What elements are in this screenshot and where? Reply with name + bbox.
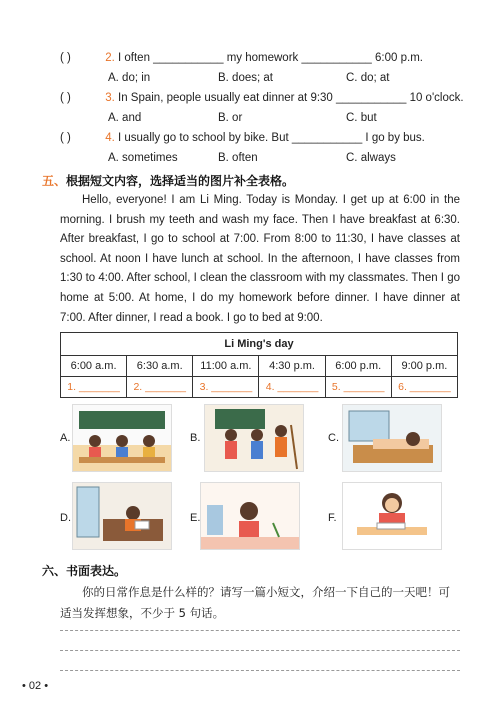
- brushing-teeth-picture: [200, 482, 300, 550]
- picture-label: B.: [190, 432, 201, 444]
- answer-paren: ( ): [60, 132, 71, 144]
- section-number: 五、: [42, 174, 67, 188]
- reading-picture: [72, 482, 172, 550]
- question-4: [60, 132, 425, 144]
- question-2: [60, 52, 423, 64]
- time-cell: 6:30 a.m.: [127, 356, 193, 377]
- option-a: A. do; in: [108, 72, 151, 84]
- cleaning-picture: [204, 404, 304, 472]
- section-number: 六、: [42, 564, 67, 578]
- answer-blank[interactable]: 3. _______: [193, 377, 259, 398]
- section-title: 根据短文内容，选择适当的图片补全表格。: [66, 174, 295, 188]
- option-c: C. but: [346, 112, 377, 124]
- writing-line[interactable]: [60, 650, 460, 651]
- question-text: I often ___________ my homework ___________ 6:00 p.m.: [118, 52, 423, 64]
- option-c: C. always: [346, 152, 396, 164]
- answer-paren: ( ): [60, 52, 71, 64]
- answer-blank[interactable]: 4. _______: [259, 377, 325, 398]
- schedule-table: [60, 332, 458, 398]
- picture-label: C.: [328, 432, 339, 444]
- question-number: 3.: [105, 92, 115, 104]
- answer-blank[interactable]: 1. _______: [61, 377, 127, 398]
- picture-label: F.: [328, 512, 337, 524]
- writing-prompt: 你的日常作息是什么样的？请写一篇小短文，介绍一下自己的一天吧！可适当发挥想象，不少于 5 句话。: [60, 585, 450, 620]
- writing-line[interactable]: [60, 630, 460, 631]
- passage-text: Hello, everyone! I am Li Ming. Today is Monday. I get up at 6:00 in the morning. I brush my teeth and wash my face. Then I have breakfast at 6:30. After breakfast, I go to school at 7:00. From 8:00 to 11:30, I have classes at school. At noon I have lunch at school. In the afternoon, I have classes from 1:30 to 4:00. After school, I clean the classroom with my classmates. Then I go home at 5:00. At home, I do my homework before dinner. I have dinner at 7:00. After dinner, I read a book. I go to bed at 9:00.: [60, 194, 460, 324]
- section-5-heading: [42, 172, 294, 189]
- bedroom-picture: [342, 404, 442, 472]
- section-title: 书面表达。: [66, 564, 127, 578]
- option-a: A. sometimes: [108, 152, 178, 164]
- time-cell: 9:00 p.m.: [391, 356, 457, 377]
- question-text: I usually go to school by bike. But ___________ I go by bus.: [118, 132, 425, 144]
- picture-label: A.: [60, 432, 71, 444]
- writing-line[interactable]: [60, 670, 460, 671]
- answer-blank[interactable]: 6. _______: [391, 377, 457, 398]
- option-b: B. often: [218, 152, 258, 164]
- question-text: In Spain, people usually eat dinner at 9:30 ___________ 10 o'clock.: [118, 92, 464, 104]
- question-number: 4.: [105, 132, 115, 144]
- time-cell: 6:00 p.m.: [325, 356, 391, 377]
- passage: [60, 191, 460, 328]
- answer-paren: ( ): [60, 92, 71, 104]
- time-cell: 11:00 a.m.: [193, 356, 259, 377]
- classroom-picture: [72, 404, 172, 472]
- picture-label: D.: [60, 512, 71, 524]
- answer-blank[interactable]: 2. _______: [127, 377, 193, 398]
- page-number: • 02 •: [22, 680, 49, 692]
- table-title: Li Ming's day: [61, 333, 458, 356]
- option-b: B. does; at: [218, 72, 273, 84]
- time-cell: 6:00 a.m.: [61, 356, 127, 377]
- section-6-heading: [42, 562, 126, 579]
- question-number: 2.: [105, 52, 115, 64]
- picture-label: E.: [190, 512, 201, 524]
- option-b: B. or: [218, 112, 243, 124]
- answer-blank[interactable]: 5. _______: [325, 377, 391, 398]
- option-c: C. do; at: [346, 72, 390, 84]
- time-cell: 4:30 p.m.: [259, 356, 325, 377]
- option-a: A. and: [108, 112, 142, 124]
- question-3: [60, 92, 464, 104]
- homework-picture: [342, 482, 442, 550]
